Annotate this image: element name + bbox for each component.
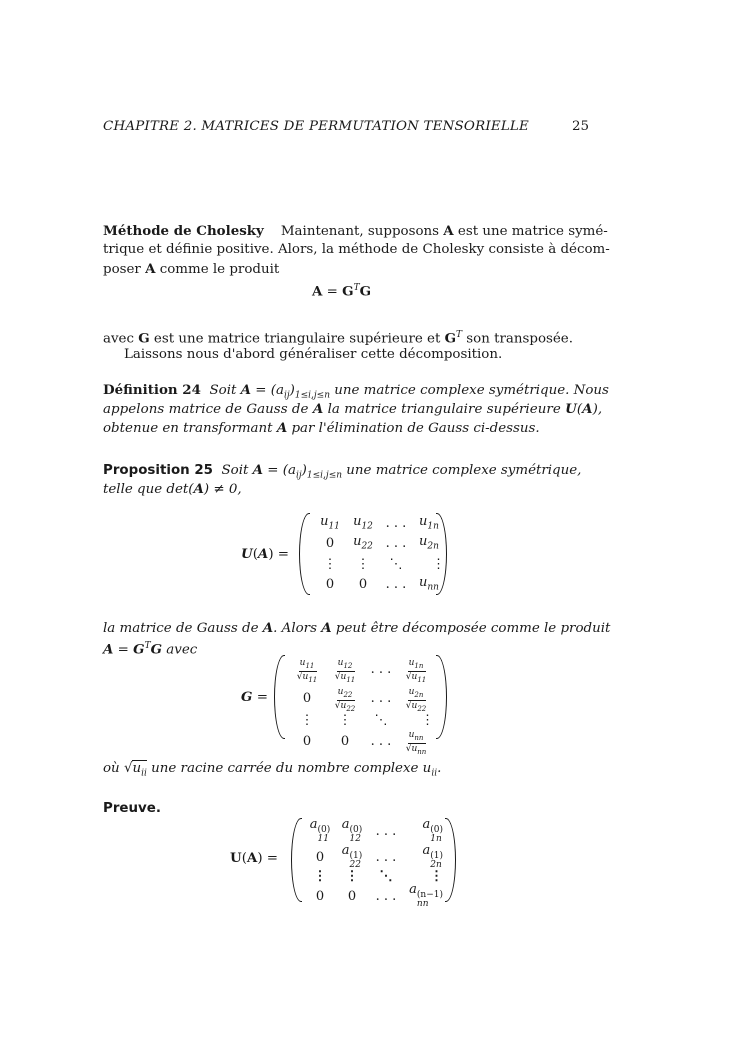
proof-cell: ⋮: [345, 869, 359, 884]
proof-cell: ⋱: [379, 869, 393, 884]
u-cell: ⋱: [389, 556, 403, 572]
cholesky-line-3: poser A comme le produit: [103, 261, 280, 277]
proof-cell: . . .: [375, 888, 397, 904]
cholesky-after-1: avec G est une matrice triangulaire supérieure et $G^T$ son transposée.: [103, 330, 573, 347]
u-cell: . . .: [385, 536, 407, 552]
g-cell: ⋮: [338, 712, 352, 728]
g-cell: . . .: [370, 733, 392, 749]
matrix-g: [274, 655, 447, 756]
g-cell: . . .: [370, 662, 392, 678]
u-cell: 0: [325, 536, 335, 552]
definition-line-3: obtenue en transformant A par l'élimination de Gauss ci-dessus.: [103, 420, 540, 436]
g-cell: 0: [340, 733, 350, 749]
proof-cell: a (1) 22: [341, 843, 363, 870]
proof-title: Preuve.: [103, 801, 161, 816]
g-cell: $\frac{u_{1n}}{√u_{11}}$: [405, 658, 427, 684]
cholesky-line-2: trique et définie positive. Alors, la méthode de Cholesky consiste à décom-: [103, 242, 610, 257]
g-cell: $\frac{u_{nn}}{√u_{nn}}$: [405, 729, 427, 756]
u-cell: . . .: [385, 577, 407, 593]
matrix-g-label: G =: [241, 689, 268, 705]
g-cell: $\frac{u_{12}}{√u_{11}}$: [334, 658, 356, 684]
u-cell: ⋮: [323, 556, 337, 572]
proof-cell: 0: [315, 849, 325, 865]
proof-matrix: [291, 817, 456, 909]
g-cell: $\frac{u_{22}}{√u_{22}}$: [334, 687, 356, 714]
proposition-closing: où $√u_{ii}$ une racine carrée du nombre complexe $u_{ii}$.: [103, 761, 442, 779]
running-header-title: CHAPITRE 2. MATRICES DE PERMUTATION TENSORIELLE: [103, 119, 529, 134]
proof-matrix-left-paren: [291, 818, 302, 902]
proposition-title: Proposition 25: [103, 463, 213, 478]
proof-matrix-label: U(A) =: [230, 850, 279, 866]
proof-cell: 0: [347, 888, 357, 904]
matrix-u-label: U(A) =: [241, 546, 290, 562]
cholesky-equation: $A = G^TG$: [312, 283, 372, 300]
u-cell: $u_{12}$: [353, 513, 373, 532]
matrix-g-grid: [288, 655, 434, 756]
g-cell: 0: [302, 733, 312, 749]
definition-title: Définition 24: [103, 382, 201, 398]
u-cell: $u_{11}$: [320, 513, 340, 532]
proof-cell: a (0) 12: [341, 817, 363, 844]
page-number: 25: [572, 119, 590, 134]
u-cell: ⋮: [356, 556, 370, 572]
cholesky-title: Méthode de Cholesky: [103, 223, 264, 239]
g-cell: 0: [302, 691, 312, 707]
proof-cell: 0: [315, 888, 325, 904]
u-cell: 0: [358, 577, 368, 593]
proof-matrix-grid: [305, 817, 443, 909]
proof-matrix-right-paren: [445, 818, 456, 902]
g-cell: . . .: [370, 691, 392, 707]
proposition-after-1: la matrice de Gauss de A. Alors A peut être décomposée comme le produit: [103, 620, 611, 636]
matrix-g-right-paren: [436, 655, 447, 739]
u-cell: $u_{1n}$: [419, 513, 439, 532]
g-cell: $\frac{u_{2n}}{√u_{22}}$: [405, 687, 427, 714]
proof-cell: ⋮: [313, 869, 327, 884]
u-cell: . . .: [385, 515, 407, 531]
u-cell: $u_{nn}$: [419, 575, 439, 594]
proof-cell: a (0) 11: [309, 817, 331, 844]
cholesky-after-2: Laissons nous d'abord généraliser cette décomposition.: [124, 347, 503, 362]
proposition-after-2: $A = G^TG$ avec: [103, 641, 198, 658]
g-cell: ⋮: [421, 712, 434, 728]
matrix-u-left-paren: [299, 513, 310, 595]
definition-line-2: appelons matrice de Gauss de A la matrice triangulaire supérieure U(A),: [103, 401, 603, 417]
proof-cell: . . .: [375, 823, 397, 839]
cholesky-line-1: Méthode de Cholesky Maintenant, supposons A est une matrice symé-: [103, 223, 608, 239]
matrix-u-grid: [313, 513, 445, 595]
proof-cell: a (n−1) nn: [409, 882, 443, 909]
proposition-line-2: telle que det(A) ≠ 0,: [103, 481, 242, 497]
proposition-line-1: Proposition 25 Soit $A = (a_{ij})_{1\le i,j\le n}$ une matrice complexe symétrique,: [103, 462, 582, 481]
matrix-u: [299, 513, 447, 595]
u-cell: $u_{22}$: [353, 534, 373, 553]
g-cell: ⋮: [300, 712, 314, 728]
g-cell: $\frac{u_{11}}{√u_{11}}$: [296, 658, 318, 684]
u-cell: ⋮: [432, 556, 445, 572]
matrix-u-right-paren: [436, 513, 447, 595]
u-cell: $u_{2n}$: [419, 534, 439, 553]
proof-cell: . . .: [375, 849, 397, 865]
proof-cell: a (0) 1n: [422, 817, 443, 844]
g-cell: ⋱: [374, 712, 388, 728]
proof-cell: a (1) 2n: [422, 843, 443, 870]
proof-cell: ⋮: [430, 869, 443, 884]
matrix-g-left-paren: [274, 655, 285, 739]
u-cell: 0: [325, 577, 335, 593]
definition-line-1: Définition 24 Soit $A = (a_{ij})_{1\le i,j\le n}$ une matrice complexe symétrique. Nous: [103, 382, 609, 401]
